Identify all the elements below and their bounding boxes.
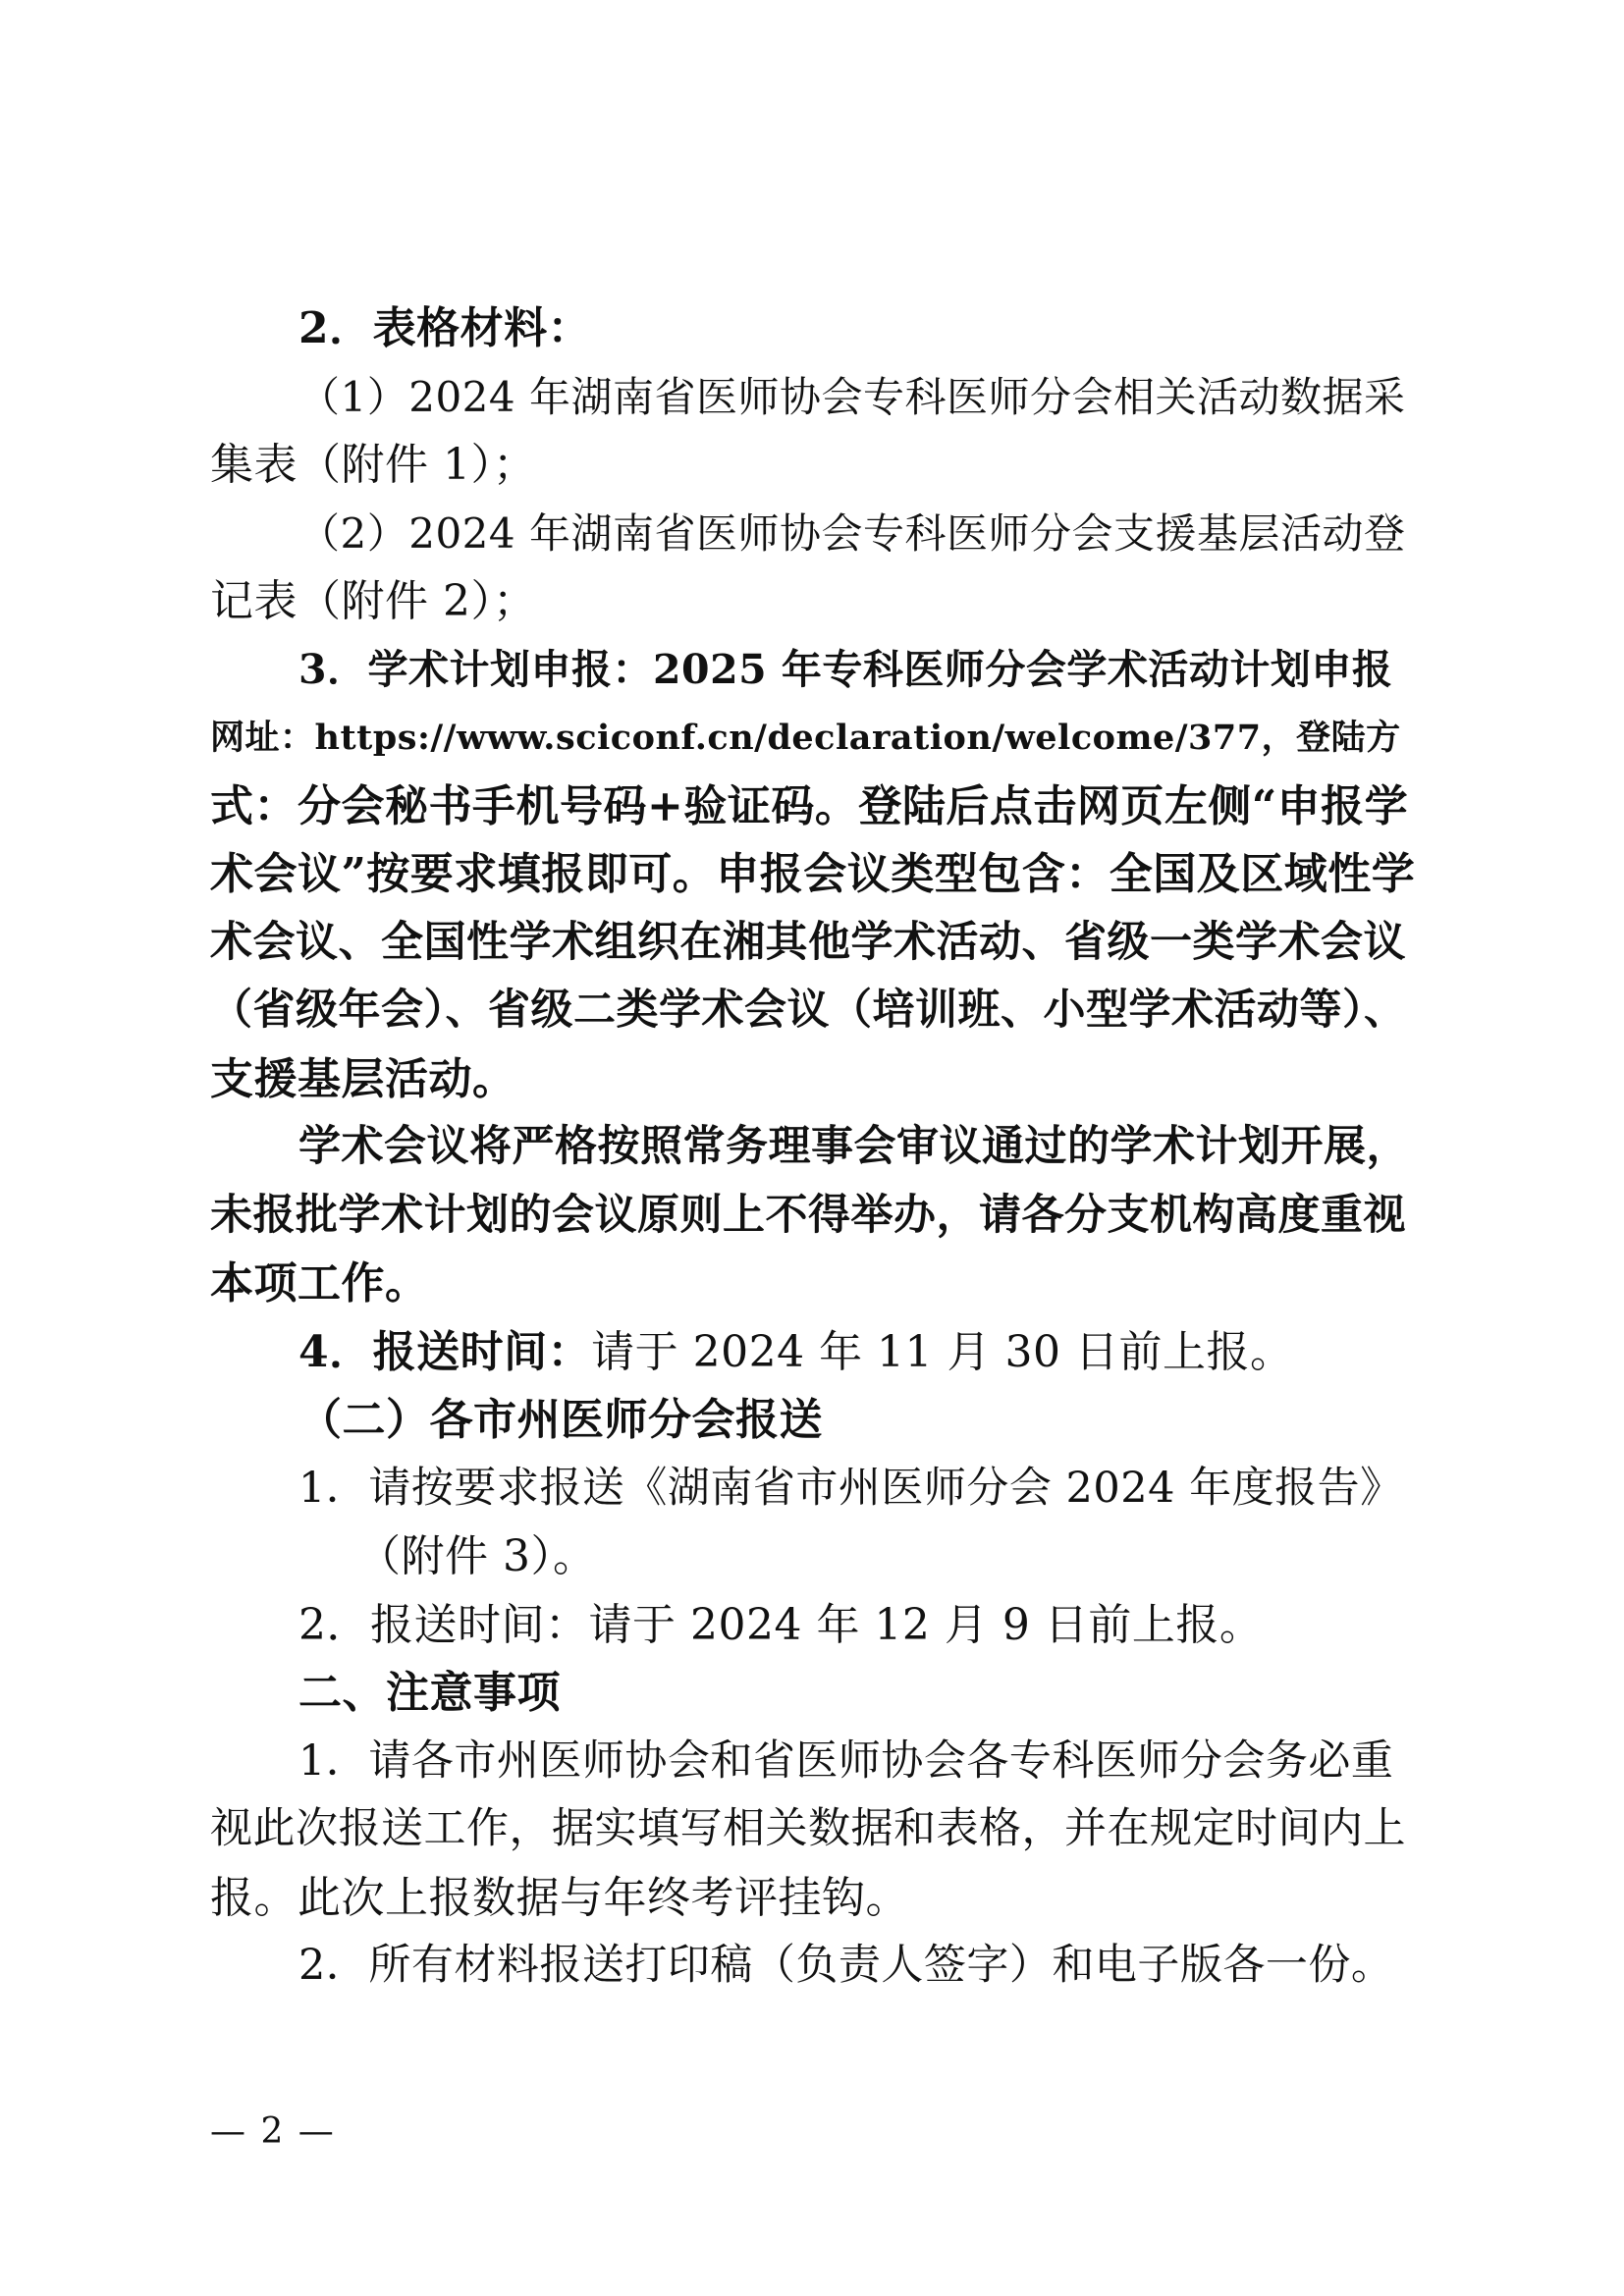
paragraph-line: 本项工作。 <box>210 1258 429 1308</box>
paragraph-line: 视此次报送工作，据实填写相关数据和表格，并在规定时间内上 <box>210 1804 1406 1853</box>
paragraph-line: 术会议”按要求填报即可。申报会议类型包含：全国及区域性学 <box>210 849 1416 899</box>
paragraph-line: 记表（附件 2）； <box>210 576 537 626</box>
section-heading-city: （二）各市州医师分会报送 <box>298 1395 823 1445</box>
paragraph-line: 2．所有材料报送打印稿（负责人签字）和电子版各一份。 <box>298 1941 1394 1990</box>
deadline-text: 请于 2024 年 11 月 30 日前上报。 <box>591 1326 1294 1377</box>
paragraph-line: 支援基层活动。 <box>210 1053 516 1104</box>
paragraph-line: 1．请各市州医师协会和省医师协会各专科医师分会务必重 <box>298 1735 1394 1786</box>
section-heading-plan: 3．学术计划申报：2025 年专科医师分会学术活动计划申报 <box>298 645 1393 693</box>
paragraph-line: 集表（附件 1）； <box>210 440 537 490</box>
paragraph-line: 2．报送时间：请于 2024 年 12 月 9 日前上报。 <box>298 1599 1264 1650</box>
paragraph-line: 1．请按要求报送《湖南省市州医师分会 2024 年度报告》 <box>298 1463 1403 1513</box>
paragraph-line: 式：分会秘书手机号码+验证码。登陆后点击网页左侧“申报学 <box>210 780 1409 831</box>
paragraph-line: （2）2024 年湖南省医师协会专科医师分会支援基层活动登 <box>298 508 1406 558</box>
paragraph-line: （附件 3）。 <box>357 1531 597 1581</box>
paragraph-line: （1）2024 年湖南省医师协会专科医师分会相关活动数据采 <box>298 372 1406 421</box>
paragraph-line: 未报批学术计划的会议原则上不得举办，请各分支机构高度重视 <box>210 1190 1406 1240</box>
paragraph-line: 术会议、全国性学术组织在湘其他学术活动、省级一类学术会议 <box>210 917 1406 967</box>
document-body <box>210 294 1418 2001</box>
paragraph-line: （省级年会）、省级二类学术会议（培训班、小型学术活动等）、 <box>210 986 1407 1035</box>
paragraph-line-url: 网址：https://www.sciconf.cn/declaration/welcome/377，登陆方 <box>210 718 1401 758</box>
paragraph-line: 报。此次上报数据与年终考评挂钩。 <box>210 1872 909 1923</box>
paragraph-line: 学术会议将严格按照常务理事会审议通过的学术计划开展， <box>298 1122 1409 1171</box>
paragraph-line-deadline <box>210 1318 1418 1387</box>
page-number: — 2 — <box>210 2111 336 2152</box>
section-heading-notes: 二、注意事项 <box>298 1668 561 1718</box>
section-heading-forms: 2．表格材料： <box>298 303 592 353</box>
deadline-label: 4．报送时间： <box>298 1326 592 1377</box>
